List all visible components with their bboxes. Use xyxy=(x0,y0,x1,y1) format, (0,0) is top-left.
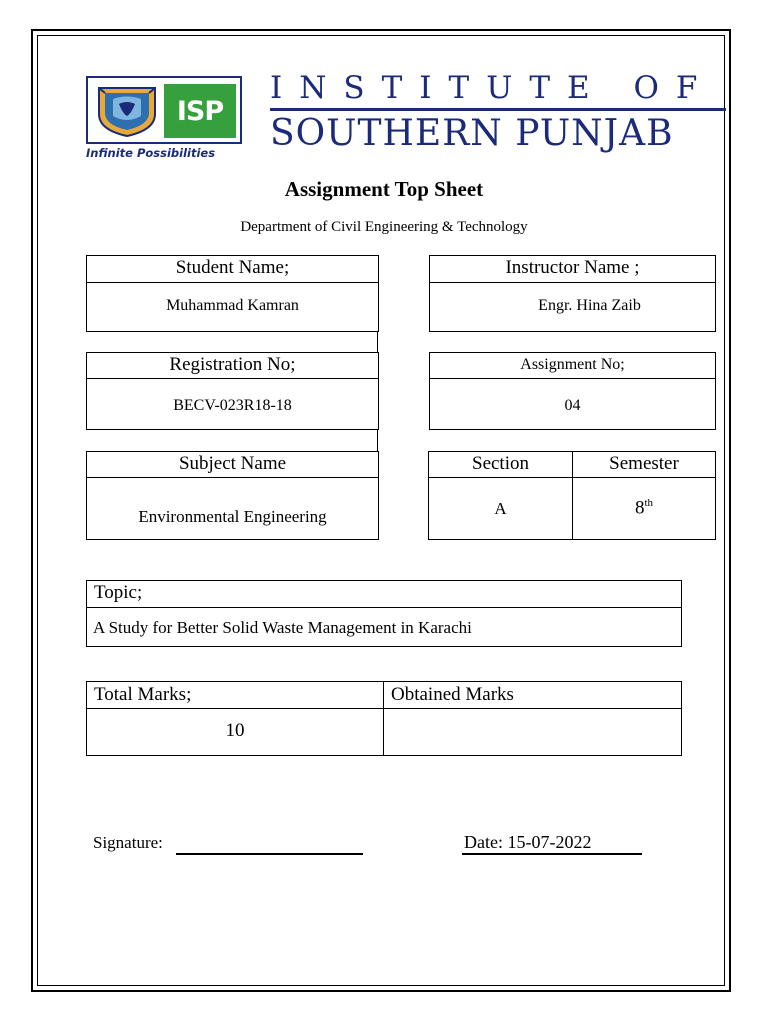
signature-line xyxy=(176,853,363,855)
assignment-label: Assignment No; xyxy=(430,353,715,379)
sheet-title: Assignment Top Sheet xyxy=(284,177,484,201)
section-semester-box xyxy=(428,451,716,540)
semester-number: 8 xyxy=(634,497,645,519)
instructor-name-value: Engr. Hina Zaib xyxy=(538,297,641,314)
semester-label: Semester xyxy=(609,453,679,474)
section-value: A xyxy=(494,499,507,518)
student-name-box xyxy=(86,255,379,332)
marks-box xyxy=(86,681,682,756)
total-marks-value: 10 xyxy=(225,720,245,741)
topic-label: Topic; xyxy=(87,581,681,608)
obtained-marks-label: Obtained Marks xyxy=(391,684,514,705)
section-label: Section xyxy=(472,453,529,474)
institute-name-line2: SOUTHERN PUNJAB xyxy=(270,113,674,154)
date-text: Date: 15-07-2022 xyxy=(464,832,592,852)
student-name-value: Muhammad Kamran xyxy=(166,297,299,314)
assignment-value: 04 xyxy=(564,397,581,414)
subject-value: Environmental Engineering xyxy=(138,507,327,526)
signature-label: Signature: xyxy=(93,833,163,852)
marks-divider xyxy=(383,682,384,755)
student-name-label: Student Name; xyxy=(87,256,378,283)
logo-tagline: Infinite Possibilities xyxy=(86,146,216,160)
subject-label: Subject Name xyxy=(87,452,378,478)
institute-name-line1: INSTITUTE OF xyxy=(270,70,715,106)
date-underline xyxy=(462,853,642,855)
left-column-connector xyxy=(377,331,378,353)
total-marks-label: Total Marks; xyxy=(94,684,192,705)
subject-box xyxy=(86,451,379,540)
isp-badge xyxy=(164,84,236,138)
topic-box xyxy=(86,580,682,647)
topic-value: A Study for Better Solid Waste Management in Karachi xyxy=(93,618,472,637)
isp-badge-text: ISP xyxy=(176,96,224,127)
registration-box xyxy=(86,352,379,430)
semester-suffix: th xyxy=(644,497,654,509)
department-name: Department of Civil Engineering & Technology xyxy=(240,219,528,235)
institute-divider xyxy=(270,108,726,111)
crest-icon xyxy=(95,84,159,138)
isp-logo xyxy=(86,76,242,158)
instructor-name-box xyxy=(429,255,716,332)
registration-label: Registration No; xyxy=(87,353,378,379)
semester-value xyxy=(573,497,715,519)
registration-value: BECV-023R18-18 xyxy=(173,397,292,414)
logo-frame xyxy=(86,76,242,144)
instructor-name-label: Instructor Name ; xyxy=(430,256,715,283)
left-column-connector xyxy=(377,429,378,451)
assignment-box xyxy=(429,352,716,430)
